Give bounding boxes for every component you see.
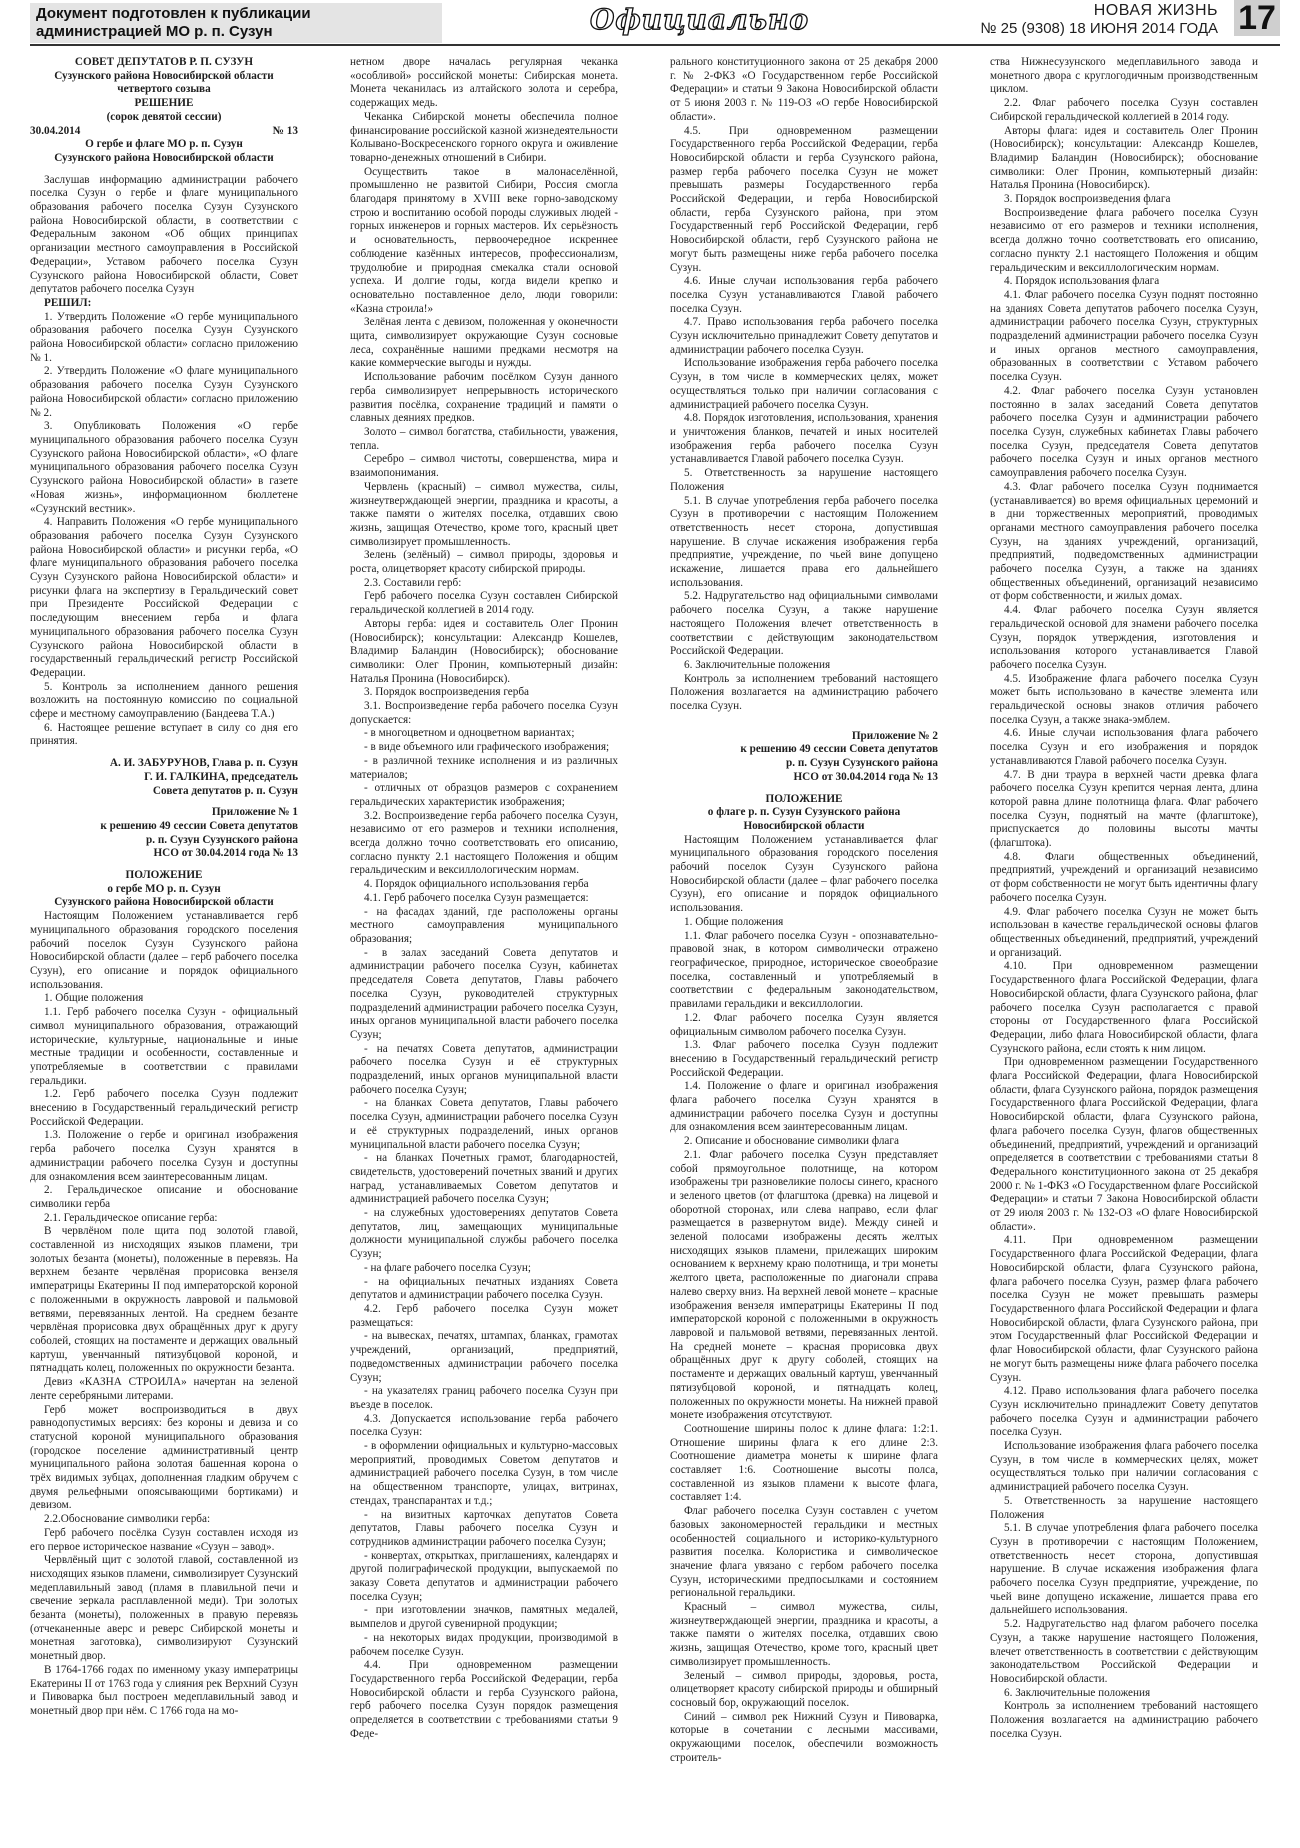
- paragraph: Заслушав информацию администрации рабочего поселка Сузун о гербе и флаге муниципального образования рабочего поселка Сузун Сузунского района Новосибирской области, в соответствии с Федеральным законом «Об общих принципах организации местного самоуправления в Российской Федерации», Уставом рабочего поселка Сузун Сузунского района Новосибирской области, Совет депутатов рабочего поселка Сузун: [30, 173, 298, 296]
- paragraph: Флаг рабочего поселка Сузун составлен с учетом базовых закономерностей геральдики и местных особенностей социального и историко-культурного развития поселка. Колористика и символическое значение флага увязано с гербом рабочего поселка Сузун, историческими предпосылками и состоянием региональной геральдики.: [670, 1505, 938, 1600]
- paragraph: Зелёная лента с девизом, положенная у оконечности щита, символизирует окружающие Сузун сосновые леса, сохранённые нашими предками несмотря на какие коммерческие выгоды и нужды.: [350, 316, 618, 370]
- paragraph: - в виде объемного или графического изображения;: [364, 741, 610, 754]
- paragraph: 4.4. Флаг рабочего поселка Сузун является геральдической основой для знамени рабочего поселка Сузун, порядок утверждения, изготовления и использования которого устанавливается Главой рабочего поселка Сузун.: [990, 604, 1258, 671]
- paragraph: 5. Контроль за исполнением данного решения возложить на постоянную комиссию по социальной сфере и местному самоуправлению (Бандеева Т.А.): [30, 680, 298, 721]
- paragraph: 1.2. Флаг рабочего поселка Сузун является официальным символом рабочего поселка Сузун.: [670, 1011, 938, 1038]
- regulation-title: ПОЛОЖЕНИЕ: [125, 869, 203, 882]
- paragraph: 5. Ответственность за нарушение настоящего Положения: [990, 1494, 1258, 1521]
- paragraph: 1. Утвердить Положение «О гербе муниципального образования рабочего поселка Сузун Сузунского района Новосибирской области» согласно приложению № 1.: [30, 310, 298, 364]
- paragraph: 4.6. Иные случаи использования флага рабочего поселка Сузун и его изображения и порядок устанавливаются Главой рабочего поселка Сузун.: [990, 727, 1258, 767]
- paragraph: ства Нижнесузунского медеплавильного завода и монетного двора с круглогодичным производственным циклом.: [990, 56, 1258, 96]
- newspaper-name: НОВАЯ ЖИЗНЬ: [1093, 2, 1218, 19]
- paragraph: Настоящим Положением устанавливается флаг муниципального образования городского поселения рабочий поселок Сузун Сузунского района Новосибирской области (далее – флаг рабочего поселка Сузун), его описание и порядок официального использования.: [670, 833, 938, 915]
- paragraph: - на официальных печатных изданиях Совета депутатов и администрации рабочего поселка Сузун.: [350, 1275, 618, 1302]
- paragraph: 1.4. Положение о флаге и оригинал изображения флага рабочего поселка Сузун хранятся в администрации рабочего поселка Сузун и доступны для ознакомления всем заинтересованным лицам.: [670, 1080, 938, 1134]
- paragraph: 3. Порядок воспроизведения герба: [364, 686, 530, 699]
- paragraph: 2.3. Составили герб:: [364, 576, 462, 589]
- paragraph: 1.2. Герб рабочего поселка Сузун подлежит внесению в Государственный геральдический регистр Российской Федерации.: [30, 1088, 298, 1128]
- regulation-title: ПОЛОЖЕНИЕ: [765, 792, 843, 805]
- paragraph: - на служебных удостоверениях депутатов Совета депутатов, лиц, замещающих муниципальные должности муниципальной службы рабочего поселка Сузун;: [350, 1207, 618, 1261]
- paragraph: - на визитных карточках депутатов Совета депутатов, Главы рабочего поселка Сузун и сотрудников администрации рабочего поселка Сузун;: [350, 1508, 618, 1548]
- paragraph: 4.5. При одновременном размещении Государственного герба Российской Федерации, герба Новосибирской области и герба Сузунского района, размер герба рабочего поселка Сузун не может превышать размеры Государственного герба Российской Федерации, и герба Новосибирской области, герба Сузунского района, при этом Государственный герб Российской Федерации, герб Новосибирской области, герб Сузунского района не могут быть размещены ниже герба рабочего поселка Сузун.: [670, 124, 938, 274]
- session-label: (сорок девятой сессии): [106, 110, 222, 123]
- paragraph: Соотношение ширины полос к длине флага: 1:2:1. Отношение ширины флага к его длине 2:3. Соотношение диаметра монеты к ширине флага составляет 1:6. Соотношение высоты полса, составленной из языков пламени к высоте флага, составляет 1:4.: [670, 1422, 938, 1504]
- decision-number: № 13: [272, 124, 298, 137]
- paragraph: 4.9. Флаг рабочего поселка Сузун не может быть использован в качестве геральдической основы флагов общественных объединений, предприятий, учреждений и организаций.: [990, 905, 1258, 959]
- paragraph: - на фасадах зданий, где расположены органы местного самоуправления муниципального образования;: [350, 905, 618, 945]
- paragraph: 4.4. При одновременном размещении Государственного герба Российской Федерации, герба Новосибирской области и герба Сузунского района, герб рабочего поселка Сузун порядок размещения определяется в соответствии с требованиями статьи 9 Феде-: [350, 1659, 618, 1740]
- paragraph: 4.6. Иные случаи использования герба рабочего поселка Сузун устанавливаются Главой рабочего поселка Сузун.: [670, 275, 938, 315]
- paragraph: 4.1. Герб рабочего поселка Сузун размещается:: [364, 891, 589, 904]
- paragraph: 4.1. Флаг рабочего поселка Сузун поднят постоянно на зданиях Совета депутатов рабочего поселка Сузун, администрации рабочего поселка Сузун, структурных подразделений администрации рабочего поселка Сузун и иных органов местного самоуправления, образованных в соответствии с Уставом рабочего поселка Сузун.: [990, 288, 1258, 384]
- paragraph: 3.1. Воспроизведение герба рабочего поселка Сузун допускается:: [350, 700, 618, 726]
- paragraph: 4.8. Флаги общественных объединений, предприятий, учреждений и организаций независимо от форм собственности не могут быть идентичны флагу рабочего поселка Сузун.: [990, 850, 1258, 904]
- paragraph: - отличных от образцов размеров с сохранением геральдических характеристик изображения;: [350, 782, 618, 808]
- paragraph: Серебро – символ чистоты, совершенства, мира и взаимопонимания.: [350, 453, 618, 480]
- paragraph: 1.1. Флаг рабочего поселка Сузун - опознавательно-правовой знак, в котором символически отражено географическое, природное, историческое своеобразие поселка, составленный и употребляемый в соответствии с федеральным законодательством, правилами геральдики и вексиллологии.: [670, 929, 938, 1011]
- resolved-label: РЕШИЛ:: [44, 296, 92, 309]
- paragraph: 5.1. В случае употребления герба рабочего поселка Сузун в противоречии с настоящим Положением ответственность несет сторона, допустившая нарушение. В случае искажения изображения герба предприятие, учреждение, по чьей вине допущено искажение, лишается права его дальнейшего использования.: [670, 494, 938, 589]
- paragraph: 1.3. Флаг рабочего поселка Сузун подлежит внесению в Государственный геральдический регистр Российской Федерации.: [670, 1039, 938, 1079]
- paragraph: 1. Общие положения: [44, 992, 144, 1005]
- paragraph: 4.3. Допускается использование герба рабочего поселка Сузун:: [350, 1412, 618, 1439]
- paragraph: При одновременном размещении Государственного флага Российской Федерации, флага Новосибирской области, флага Сузунского района, порядок размещения Государственного флага Российской Федерации, флага Новосибирской области, флага Сузунского района, флага рабочего поселка Сузун, флагов общественных объединений, предприятий, учреждений и организаций определяется в соответствии с требованиями статьи 8 Федерального конституционного закона от 25 декабря 2000 г. № 1-ФКЗ «О Государственном флаге Российской Федерации» и статьи 7 Закона Новосибирской области от 29 июля 2003 г. № 132-ОЗ «О флаге Новосибирской области».: [990, 1056, 1258, 1233]
- paragraph: Герб может воспроизводиться в двух равнодопустимых версиях: без короны и девиза и со статусной короной муниципального образования (городское поселение административный центр муниципального района золотая башенная корона о трёх видимых зубцах, дополненная гладким обручем с двумя рельефными опоясывающими бортиками) и девизом.: [30, 1403, 298, 1512]
- signature-chair-title: Совета депутатов р. п. Сузун: [152, 784, 298, 797]
- regulation-subject: о флаге р. п. Сузун Сузунского района: [707, 806, 901, 819]
- paragraph: - при изготовлении значков, памятных медалей, вымпелов и другой сувенирной продукции;: [350, 1604, 618, 1631]
- decision-date: 30.04.2014: [30, 124, 81, 137]
- paragraph: 1.3. Положение о гербе и оригинал изображения герба рабочего поселка Сузун хранятся в администрации рабочего поселка Сузун и доступны для ознакомления всем заинтересованным лицам.: [30, 1129, 298, 1183]
- paragraph: В червлёном поле щита под золотой главой, составленной из нисходящих языков пламени, три золотых безанта (монеты), положенные в перевязь. На верхнем безанте червлёная прорисовка вензеля императрицы Екатерины II под императорской короной с положенными в окружность лавровой и пальмовой ветвями, перевязанных лентой. На среднем безанте червлёная прорисовка двух обращённых друг к другу соболей, стоящих на постаменте и держащих овальный картуш, увенчанный пятизубцовой короной, и пятнадцать колец, положенных по окружности безанта.: [30, 1225, 298, 1375]
- paragraph: - в залах заседаний Совета депутатов и администрации рабочего поселка Сузун, кабинетах председателя Совета депутатов, Главы рабочего поселка Сузун, руководителей структурных подразделений администрации рабочего поселка Сузун, иных органов муниципальной власти рабочего поселка Сузун;: [350, 946, 618, 1041]
- appendix-ref: р. п. Сузун Сузунского района: [146, 833, 298, 846]
- appendix-label: Приложение № 2: [851, 729, 938, 742]
- paragraph: 3. Опубликовать Положения «О гербе муниципального образования рабочего поселка Сузун Сузунского района Новосибирской области», «О флаге муниципального образования рабочего поселка Сузун Сузунского района Новосибирской области» в газете «Новая жизнь», информационном бюллетене «Сузунский вестник».: [30, 420, 298, 515]
- appendix-label: Приложение № 1: [211, 806, 298, 819]
- paragraph: 6. Заключительные положения: [684, 658, 831, 671]
- page-number: 17: [1234, 0, 1280, 36]
- paragraph: - на флаге рабочего поселка Сузун;: [364, 1261, 532, 1274]
- appendix-ref: к решению 49 сессии Совета депутатов: [100, 819, 298, 832]
- paragraph: 6. Настоящее решение вступает в силу со дня его принятия.: [30, 721, 298, 748]
- section-rubric: Официально: [590, 3, 810, 36]
- column-2: [350, 56, 618, 1842]
- paragraph: Герб рабочего поселка Сузун составлен Сибирской геральдической коллегией в 2014 году.: [350, 590, 618, 617]
- paragraph: 4.2. Флаг рабочего поселка Сузун установлен постоянно в залах заседаний Совета депутатов рабочего поселка Сузун и администрации рабочего поселка Сузун, служебных кабинетах Главы рабочего поселка Сузун, председателя Совета депутатов рабочего поселка Сузун и иных органов местного самоуправления рабочего поселка Сузун.: [990, 384, 1258, 480]
- paragraph: 4.3. Флаг рабочего поселка Сузун поднимается (устанавливается) во время официальных церемоний и в дни торжественных мероприятий, проводимых органами местного самоуправления рабочего поселка Сузун, на зданиях учреждений, организаций, предприятий, подведомственных администрации рабочего поселка Сузун, а также на зданиях общественных объединений, организаций независимо от форм собственности, и жилых домах.: [990, 480, 1258, 603]
- paragraph: Червлёный щит с золотой главой, составленной из нисходящих языков пламени, символизирует Сузунский медеплавильный завод (пламя в плавильной печи и свечение зеркала расплавленной меди). Три золотых безанта (монеты), положенных в правую перевязь (отчеканенные аверс и реверс Сибирской монеты и монетная заготовка), символизируют Сузунский монетный двор.: [30, 1554, 298, 1663]
- publication-notice: Документ подготовлен к публикации администрацией МО р. п. Сузун: [30, 3, 442, 43]
- paragraph: - в оформлении официальных и культурно-массовых мероприятий, проводимых Советом депутатов и администрацией рабочего поселка Сузун, в том числе на общественном транспорте, улицах, витринах, стендах, транспарантах и т.д.;: [350, 1440, 618, 1507]
- paragraph: Настоящим Положением устанавливается герб муниципального образования городского поселения рабочий поселок Сузун Сузунского района Новосибирской области (далее – герб рабочего поселка Сузун), его описание и порядок официального использования.: [30, 910, 298, 991]
- paragraph: - на указателях границ рабочего поселка Сузун при въезде в поселок.: [350, 1385, 618, 1411]
- column-4: [990, 56, 1258, 1842]
- paragraph: В 1764-1766 годах по именному указу императрицы Екатерины II от 1763 года у слияния рек Верхний Сузун и Пивоварка был построен медеплавильный завод и монетный двор при нём. С 1766 года на мо-: [30, 1663, 298, 1717]
- paragraph: рального конституционного закона от 25 декабря 2000 г. № 2-ФКЗ «О Государственном гербе Российской Федерации» и статьи 9 Закона Новосибирской области от 5 июня 2003 г. № 119-ОЗ «О гербе Новосибирской области».: [670, 56, 938, 123]
- paragraph: 1. Общие положения: [684, 915, 784, 928]
- paragraph: Контроль за исполнением требований настоящего Положения возлагается на администрацию рабочего поселка Сузун.: [670, 672, 938, 713]
- paragraph: 4.7. В дни траура в верхней части древка флага рабочего поселка Сузун крепится черная лента, длина которой равна длине полотнища флага. Флаг рабочего поселка Сузун, поднятый на мачте (флагштоке), приспускается до половины высоты мачты (флагштока).: [990, 768, 1258, 850]
- signature-chair: Г. И. ГАЛКИНА, председатель: [144, 770, 298, 783]
- paragraph: 2.2.Обоснование символики герба:: [44, 1513, 211, 1526]
- paragraph: 2. Утвердить Положение «О флаге муниципального образования рабочего поселка Сузун Сузунского района Новосибирской области» согласно приложению № 2.: [30, 365, 298, 419]
- appendix-ref: НСО от 30.04.2014 года № 13: [793, 770, 938, 783]
- paragraph: 2. Описание и обоснование символики флага: [684, 1135, 899, 1148]
- paragraph: 6. Заключительные положения: [1004, 1686, 1151, 1699]
- signature-head: А. И. ЗАБУРУНОВ, Глава р. п. Сузун: [109, 757, 298, 770]
- paragraph: 4.10. При одновременном размещении Государственного флага Российской Федерации, флага Новосибирской области, флага Сузунского района, флаг рабочего поселка Сузун располагается с правой стороны от Государственного флага Российской Федерации, либо флага Новосибирской области, флага Сузунского района, если стоять к ним лицом.: [990, 960, 1258, 1055]
- paragraph: 4.5. Изображение флага рабочего поселка Сузун может быть использовано в качестве элемента или геральдической основы знаков отличия рабочего поселка Сузун, а также знака-эмблем.: [990, 672, 1258, 726]
- paragraph: Авторы герба: идея и составитель Олег Пронин (Новосибирск); консультации: Александр Кошелев, Владимир Баландин (Новосибирск); обоснование символики: Олег Пронин, компьютерный дизайн: Наталья Пронина (Новосибирск).: [350, 617, 618, 685]
- decision-heading: РЕШЕНИЕ: [134, 97, 194, 110]
- council-region: Сузунского района Новосибирской области: [54, 69, 274, 82]
- paragraph: 3.2. Воспроизведение герба рабочего поселка Сузун, независимо от его размеров и техники исполнения, всегда должно точно соответствовать его описанию, согласно пункту 2.1 настоящего Положения и общим геральдическим и вексиллологическим нормам.: [350, 809, 618, 877]
- paragraph: Чеканка Сибирской монеты обеспечила полное финансирование российской казной жизнедеятельности Колывано-Воскресенского горного округа и оживление товарно-денежных отношений в Сибири.: [350, 110, 618, 164]
- paragraph: Контроль за исполнением требований настоящего Положения возлагается на администрацию рабочего поселка Сузун.: [990, 1700, 1258, 1740]
- paragraph: 2.1. Флаг рабочего поселка Сузун представляет собой прямоугольное полотнище, на котором изображены три разновеликие полосы синего, красного и зеленого цветов (от флагштока (древка) на лицевой и оборотной сторонах, или слева направо, если флаг размещается в развернутом виде). Между синей и зеленой полосами изображены десять желтых нисходящих языков пламени, прилежащих широким основанием к верхнему краю полотнища, и три монеты желтого цвета, расположенные по диагонали справа налево сверху вниз. На верхней левой монете – красные изображения вензеля императрицы Екатерины II под императорской короной с положенными в окружность лавровой и пальмовой ветвями, перевязанных лентой. На средней монете – красная прорисовка двух обращённых друг к другу соболей, стоящих на постаменте и держащих овальный картуш, увенчанный пятизубцовой короной, и пятнадцать колец, положенных по окружности монеты. На нижней правой монете изображения отсутствуют.: [670, 1148, 938, 1422]
- column-1: [30, 56, 298, 1842]
- appendix-ref: р. п. Сузун Сузунского района: [786, 757, 938, 770]
- paragraph: Зелень (зелёный) – символ природы, здоровья и роста, олицетворяет красоту сибирской природы.: [350, 549, 618, 576]
- paragraph: 4. Направить Положения «О гербе муниципального образования рабочего поселка Сузун Сузунского района Новосибирской области» и рисунки герба, «О флаге муниципального образования рабочего поселка Сузун Сузунского района Новосибирской области» и рисунки флага на экспертизу в Геральдический совет при Президенте Российской Федерации с последующим внесением герба и флага муниципального образования рабочего поселка Сузун Сузунского района Новосибирской области в государственный геральдический регистр Российской Федерации.: [30, 516, 298, 679]
- paragraph: Зеленый – символ природы, здоровья, роста, олицетворяет красоту сибирской природы и обширный сосновый бор, окружающий поселок.: [670, 1669, 938, 1709]
- paragraph: 1.1. Герб рабочего поселка Сузун - официальный символ муниципального образования, отражающий исторические, культурные, национальные и иные местные традиции и особенности, составленные и употребляемые в соответствии с правилами геральдики.: [30, 1006, 298, 1087]
- paragraph: 4. Порядок использования флага: [1004, 275, 1160, 288]
- appendix-ref: НСО от 30.04.2014 года № 13: [153, 847, 298, 860]
- decision-meta: [30, 125, 298, 139]
- paragraph: Воспроизведение флага рабочего поселка Сузун независимо от его размеров и техники исполнения, всегда должно точно соответствовать его описанию, согласно пункту 2.1 настоящего Положения и общим геральдическим и вексиллологическим нормам.: [990, 206, 1258, 274]
- paragraph: - на некоторых видах продукции, производимой в рабочем поселке Сузун.: [350, 1631, 618, 1658]
- paragraph: 4.8. Порядок изготовления, использования, хранения и уничтожения бланков, печатей и иных носителей изображения герба рабочего поселка Сузун устанавливается Главой рабочего поселка Сузун.: [670, 412, 938, 466]
- paragraph: Осуществить такое в малонаселённой, промышленно не развитой Сибири, Россия смогла благодаря принятому в XVIII веке горно-заводскому строю и воспитанию особой породы служивых людей - горных инженеров и горных мастеров. Их серьёзность и основательность, первоочередное искреннее соблюдение казённых интересов, профессионализм, трудолюбие и природная смекалка стали основой успеха. И долгие годы, когда видели крепко и основательно поставленное дело, люди говорили: «Казна строила!»: [350, 165, 618, 315]
- paragraph: 4.2. Герб рабочего поселка Сузун может размещаться:: [350, 1302, 618, 1329]
- council-convocation: четвертого созыва: [117, 83, 211, 96]
- paragraph: Авторы флага: идея и составитель Олег Пронин (Новосибирск); консультации: Александр Кошелев, Владимир Баландин (Новосибирск); обоснование символики: Олег Пронин, компьютерный дизайн: Наталья Пронина (Новосибирск).: [990, 124, 1258, 192]
- paragraph: 4. Порядок официального использования герба: [364, 878, 589, 891]
- paragraph: Красный – символ мужества, силы, жизнеутверждающей энергии, праздника и красоты, а также памяти о жителях поселка, отдавших свою жизнь, защищая Отечество, кроме того, красный цвет символизирует промышленность.: [670, 1601, 938, 1668]
- paragraph: 3. Порядок воспроизведения флага: [1004, 193, 1171, 206]
- paragraph: 2.2. Флаг рабочего поселка Сузун составлен Сибирской геральдической коллегией в 2014 году.: [990, 97, 1258, 123]
- header-rule: [30, 44, 1280, 46]
- paragraph: - на печатях Совета депутатов, администрации рабочего поселка Сузун и её структурных подразделений, иных органов муниципальной власти рабочего поселка Сузун;: [350, 1042, 618, 1096]
- column-3: [670, 56, 938, 1842]
- masthead: [30, 0, 1280, 44]
- paragraph: Червлень (красный) – символ мужества, силы, жизнеутверждающей энергии, праздника и красоты, а также памяти о жителях поселка, отдавших свою жизнь, защищая Отечество, кроме того, красный цвет символизирует промышленность.: [350, 480, 618, 548]
- paragraph: Герб рабочего посёлка Сузун составлен исходя из его первое историческое название «Сузун – завод».: [30, 1526, 298, 1553]
- paragraph: 2. Геральдическое описание и обоснование символики герба: [30, 1184, 298, 1210]
- appendix-ref: к решению 49 сессии Совета депутатов: [740, 743, 938, 756]
- paragraph: - на бланках Почетных грамот, благодарностей, свидетельств, удостоверений почетных званий и других наград, устанавливаемых Советом депутатов и администрацией рабочего поселка Сузун;: [350, 1152, 618, 1206]
- paragraph: 5. Ответственность за нарушение настоящего Положения: [670, 467, 938, 493]
- paragraph: Использование рабочим посёлком Сузун данного герба символизирует непрерывность исторического развития посёлка, сохранение традиций и памяти о славных деяниях предков.: [350, 371, 618, 425]
- issue-date: № 25 (9308) 18 ИЮНЯ 2014 ГОДА: [980, 20, 1218, 37]
- paragraph: 2.1. Геральдическое описание герба:: [44, 1211, 218, 1224]
- paragraph: Использование изображения герба рабочего поселка Сузун, в том числе в коммерческих целях, может осуществляться только при наличии согласования с администрацией рабочего поселка Сузун.: [670, 357, 938, 411]
- paragraph: - на вывесках, печатях, штампах, бланках, грамотах учреждений, организаций, предприятий, подведомственных администрации рабочего поселка Сузун;: [350, 1330, 618, 1384]
- paragraph: Использование изображения флага рабочего поселка Сузун, в том числе в коммерческих целях, может осуществляться только при наличии согласования с администрацией рабочего поселка Сузун.: [990, 1440, 1258, 1494]
- paragraph: 5.1. В случае употребления флага рабочего поселка Сузун в противоречии с настоящим Положением, ответственность несет сторона, допустившая нарушение. В случае искажения изображения флага рабочего поселка Сузун предприятие, учреждение, по чьей вине допущено искажение, лишается права его дальнейшего использования.: [990, 1522, 1258, 1617]
- paragraph: нетном дворе началась регулярная чеканка «особливой» российской монеты: Сибирская монета. Монета чеканилась из алтайского золота и серебра, содержащих медь.: [350, 56, 618, 110]
- paragraph: 4.7. Право использования герба рабочего поселка Сузун исключительно принадлежит Совету депутатов и администрации рабочего поселка Сузун.: [670, 316, 938, 356]
- paragraph: - в различной технике исполнения и из различных материалов;: [350, 754, 618, 781]
- paragraph: 5.2. Надругательство над флагом рабочего поселка Сузун, а также нарушение настоящего Положения, влечет ответственность в соответствии с действующим законодательством Российской Федерации и Новосибирской области.: [990, 1618, 1258, 1685]
- paragraph: - конвертах, открытках, приглашениях, календарях и другой полиграфической продукции, выпускаемой по заказу Совета депутатов и администрации рабочего поселка Сузун;: [350, 1549, 618, 1603]
- paragraph: 4.12. Право использования флага рабочего поселка Сузун исключительно принадлежит Совету депутатов рабочего поселка Сузун и администрации рабочего поселка Сузун.: [990, 1385, 1258, 1439]
- paragraph: Девиз «КАЗНА СТРОИЛА» начертан на зеленой ленте серебряными литерами.: [30, 1376, 298, 1402]
- paragraph: 4.11. При одновременном размещении Государственного флага Российской Федерации, флага Новосибирской области, флага Сузунского района, флага рабочего поселка Сузун, размер флага рабочего поселка Сузун не может превышать размеры Государственного флага Российской Федерации и флага Новосибирской области, флага Сузунского района, при этом Государственный флаг Российской Федерации и флаг Новосибирской области, флаг Сузунского района не могут быть размещены ниже флага рабочего поселка Сузун.: [990, 1234, 1258, 1384]
- paragraph: 5.2. Надругательство над официальными символами рабочего поселка Сузун, а также нарушение настоящего Положения влечет ответственность в соответствии с действующим законодательством Российской Федерации.: [670, 590, 938, 658]
- paragraph: Синий – символ рек Нижний Сузун и Пивоварка, которые в сочетании с лесными массивами, окружающими поселок, обеспечили возможность строитель-: [670, 1710, 938, 1764]
- council-title: СОВЕТ ДЕПУТАТОВ Р. П. СУЗУН: [74, 56, 254, 68]
- paragraph: Золото – символ богатства, стабильности, уважения, тепла.: [350, 425, 618, 452]
- decision-subject: О гербе и флаге МО р. п. Сузун: [85, 138, 243, 151]
- regulation-region: Сузунского района Новосибирской области: [54, 896, 274, 909]
- regulation-region: Новосибирской области: [743, 819, 865, 832]
- regulation-subject: о гербе МО р. п. Сузун: [107, 882, 221, 895]
- paragraph: - на бланках Совета депутатов, Главы рабочего поселка Сузун, администрации рабочего поселка Сузун и её структурных подразделений, иных органов муниципальной власти рабочего поселка Сузун;: [350, 1097, 618, 1151]
- decision-subject-region: Сузунского района Новосибирской области: [54, 151, 274, 164]
- paragraph: - в многоцветном и одноцветном вариантах;: [364, 727, 575, 740]
- issue-info: [980, 2, 1218, 38]
